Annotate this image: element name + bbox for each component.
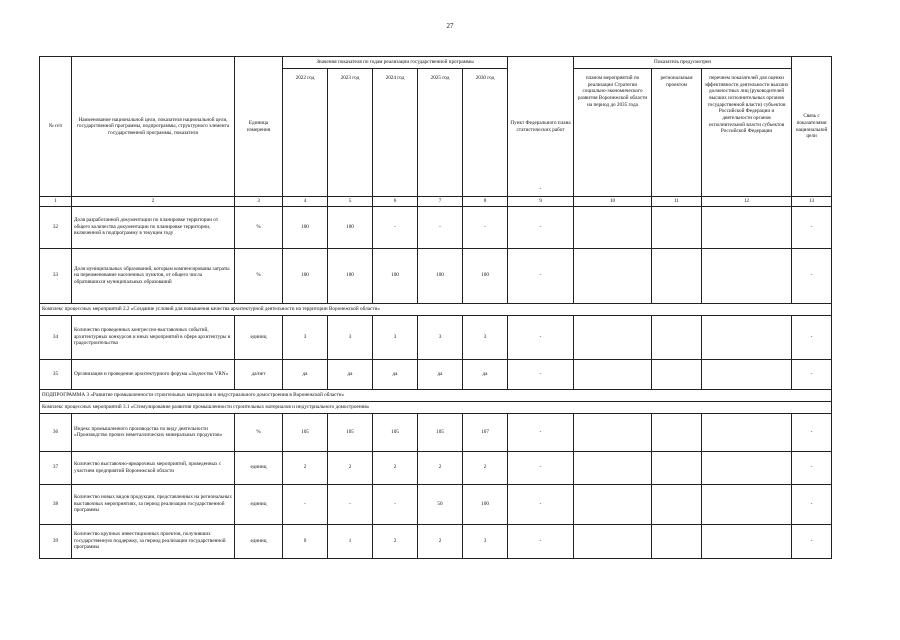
unit: % <box>235 248 283 303</box>
year-value: да <box>463 359 508 389</box>
table-row <box>40 206 832 248</box>
regional-cell <box>652 315 702 359</box>
fed-plan-item: - <box>508 413 574 451</box>
fed-plan-item: - <box>508 451 574 484</box>
plan-cell <box>574 206 652 248</box>
year-value: - <box>373 206 418 248</box>
table-body <box>40 57 832 559</box>
national-goal-link: - <box>792 484 832 524</box>
year-value: да <box>373 359 418 389</box>
plan-cell <box>574 413 652 451</box>
year-value: да <box>418 359 463 389</box>
year-value: - <box>463 206 508 248</box>
plan-cell <box>574 484 652 524</box>
row-number: 32 <box>40 206 72 248</box>
header-fed-plan-text: Пункт Федерального плана статистических работ <box>510 119 571 133</box>
year-value: 2 <box>283 451 328 484</box>
row-number: 37 <box>40 451 72 484</box>
header-values-group: Значения показателя по годам реализации государственной программы <box>283 57 508 69</box>
year-value: 2 <box>373 451 418 484</box>
section-row <box>40 389 832 401</box>
indicator-name: Количество проведенных конгрессно-выставочных событий, архитектурных конкурсов и иных мероприятий в сфере архитектуры и градостроительства <box>72 315 235 359</box>
year-value: 3 <box>418 315 463 359</box>
year-value: 3 <box>283 315 328 359</box>
list-cell <box>702 413 792 451</box>
row-number: 38 <box>40 484 72 524</box>
row-number: 35 <box>40 359 72 389</box>
regional-cell <box>652 359 702 389</box>
header-year-2023: 2023 год <box>328 69 373 197</box>
year-value: 3 <box>373 315 418 359</box>
plan-cell <box>574 315 652 359</box>
year-value: 100 <box>373 248 418 303</box>
year-value: 3 <box>328 315 373 359</box>
column-number: 4 <box>283 197 328 207</box>
indicator-name: Количество крупных инвестиционных проектов, получивших государственную поддержку, за период реализации государственной программы <box>72 524 235 558</box>
column-number: 13 <box>792 197 832 207</box>
unit: да/нет <box>235 359 283 389</box>
list-cell <box>702 248 792 303</box>
section-row <box>40 303 832 315</box>
year-value: 100 <box>463 248 508 303</box>
list-cell <box>702 451 792 484</box>
indicator-name: Количество выставочно-ярмарочных мероприятий, проведенных с участием предприятий Воронежской области <box>72 451 235 484</box>
year-value: 100 <box>283 206 328 248</box>
year-value: 100 <box>283 248 328 303</box>
year-value: 105 <box>283 413 328 451</box>
year-value: - <box>373 484 418 524</box>
list-cell <box>702 484 792 524</box>
header-unit: Единица измерения <box>235 57 283 197</box>
header-plan: планом мероприятий по реализации Стратегии социально-экономического развития Воронежской области на период до 2035 года <box>574 69 652 197</box>
plan-cell <box>574 248 652 303</box>
header-list: перечнем показателей для оценки эффективности деятельности высших должностных лиц (руководителей высших исполнительных органов государственной власти) субъектов Российской Федерации и деятельности органов исполнительной власти субъектов Российской Федерации <box>702 69 792 197</box>
column-number: 1 <box>40 197 72 207</box>
column-number: 12 <box>702 197 792 207</box>
regional-cell <box>652 484 702 524</box>
table-row <box>40 484 832 524</box>
unit: % <box>235 206 283 248</box>
year-value: 105 <box>418 413 463 451</box>
year-value: - <box>283 484 328 524</box>
national-goal-link: - <box>792 248 832 303</box>
unit: единиц <box>235 451 283 484</box>
header-year-2024: 2024 год <box>373 69 418 197</box>
column-number: 10 <box>574 197 652 207</box>
header-num: № п/п <box>40 57 72 197</box>
row-number: 39 <box>40 524 72 558</box>
indicator-name: Организация и проведение архитектурного форума «Зодчество VRN» <box>72 359 235 389</box>
table-row <box>40 451 832 484</box>
year-value: - <box>418 206 463 248</box>
year-value: 100 <box>328 206 373 248</box>
year-value: 3 <box>463 524 508 558</box>
regional-cell <box>652 413 702 451</box>
fed-plan-item: - <box>508 206 574 248</box>
list-cell <box>702 524 792 558</box>
national-goal-link: - <box>792 524 832 558</box>
year-value: 2 <box>328 451 373 484</box>
plan-cell <box>574 451 652 484</box>
year-value: 100 <box>328 248 373 303</box>
list-cell <box>702 206 792 248</box>
row-number: 34 <box>40 315 72 359</box>
list-cell <box>702 359 792 389</box>
section-title: Комплекс процессных мероприятий 2.2 «Создание условий для повышения качества архитектурной деятельности на территории Воронежской области» <box>40 303 832 315</box>
fed-plan-item: - <box>508 484 574 524</box>
fed-plan-item: - <box>508 248 574 303</box>
column-number: 2 <box>72 197 235 207</box>
table-row <box>40 524 832 558</box>
page-number: 27 <box>446 22 454 30</box>
regional-cell <box>652 524 702 558</box>
year-value: да <box>328 359 373 389</box>
table-row <box>40 359 832 389</box>
year-value: 2 <box>418 451 463 484</box>
unit: единиц <box>235 484 283 524</box>
year-value: 105 <box>328 413 373 451</box>
unit: единиц <box>235 524 283 558</box>
year-value: 50 <box>418 484 463 524</box>
year-value: 2 <box>373 524 418 558</box>
table-row <box>40 248 832 303</box>
column-number: 7 <box>418 197 463 207</box>
fed-plan-item: - <box>508 315 574 359</box>
indicator-name: Индекс промышленного производства по виду деятельности «Производство прочих неметаллических минеральных продуктов» <box>72 413 235 451</box>
header-year-2022: 2022 год <box>283 69 328 197</box>
section-title: ПОДПРОГРАММА 3 «Развитие промышленности строительных материалов и индустриального домостроения в Воронежской области» <box>40 389 832 401</box>
national-goal-link: - <box>792 315 832 359</box>
year-value: 3 <box>463 315 508 359</box>
column-numbers-row <box>40 197 832 207</box>
list-cell <box>702 315 792 359</box>
year-value: 105 <box>373 413 418 451</box>
national-goal-link: - <box>792 413 832 451</box>
table-row <box>40 413 832 451</box>
year-value: 1 <box>328 524 373 558</box>
unit: % <box>235 413 283 451</box>
table-row <box>40 315 832 359</box>
column-number: 9 <box>508 197 574 207</box>
column-number: 6 <box>373 197 418 207</box>
national-goal-link: - <box>792 451 832 484</box>
row-number: 36 <box>40 413 72 451</box>
header-fed-plan <box>508 57 574 197</box>
year-value: 100 <box>418 248 463 303</box>
regional-cell <box>652 206 702 248</box>
regional-cell <box>652 451 702 484</box>
national-goal-link: - <box>792 359 832 389</box>
year-value: 107 <box>463 413 508 451</box>
fed-plan-item: - <box>508 524 574 558</box>
header-year-2030: 2030 год <box>463 69 508 197</box>
header-fed-plan-mark: - <box>539 186 542 193</box>
column-number: 8 <box>463 197 508 207</box>
section-row <box>40 401 832 413</box>
column-number: 3 <box>235 197 283 207</box>
plan-cell <box>574 524 652 558</box>
year-value: 0 <box>283 524 328 558</box>
year-value: да <box>283 359 328 389</box>
indicator-name: Доля муниципальных образований, которым компенсированы затраты на переименование населенных пунктов, от общего числа обратившихся муниципальных образований <box>72 248 235 303</box>
indicator-name: Количество новых видов продукции, представленных на региональных выставочных мероприятиях, за период реализации государственной программы <box>72 484 235 524</box>
year-value: 2 <box>463 451 508 484</box>
column-number: 11 <box>652 197 702 207</box>
year-value: 100 <box>463 484 508 524</box>
section-title: Комплекс процессных мероприятий 3.1 «Стимулирование развития промышленности строительных материалов и индустриального домостроения» <box>40 401 832 413</box>
header-name: Наименование национальной цели, показателя национальной цели, государственной программы, подпрограммы, структурного элемента государственной программы, показателя <box>72 57 235 197</box>
header-regional: региональным проектом <box>652 69 702 197</box>
header-link: Связь с показателями национальной цели <box>792 57 832 197</box>
header-year-2025: 2025 год <box>418 69 463 197</box>
plan-cell <box>574 359 652 389</box>
national-goal-link: - <box>792 206 832 248</box>
row-number: 33 <box>40 248 72 303</box>
indicator-name: Доля разработанной документации по планировке территории от общего количества документации по планировке территории, включенной в подпрограмму в текущем году <box>72 206 235 248</box>
regional-cell <box>652 248 702 303</box>
fed-plan-item: - <box>508 359 574 389</box>
column-number: 5 <box>328 197 373 207</box>
year-value: 2 <box>418 524 463 558</box>
year-value: - <box>328 484 373 524</box>
header-provided-group: Показатель предусмотрен <box>574 57 792 69</box>
indicators-table <box>39 56 832 559</box>
header-row-top <box>40 57 832 69</box>
unit: единиц <box>235 315 283 359</box>
